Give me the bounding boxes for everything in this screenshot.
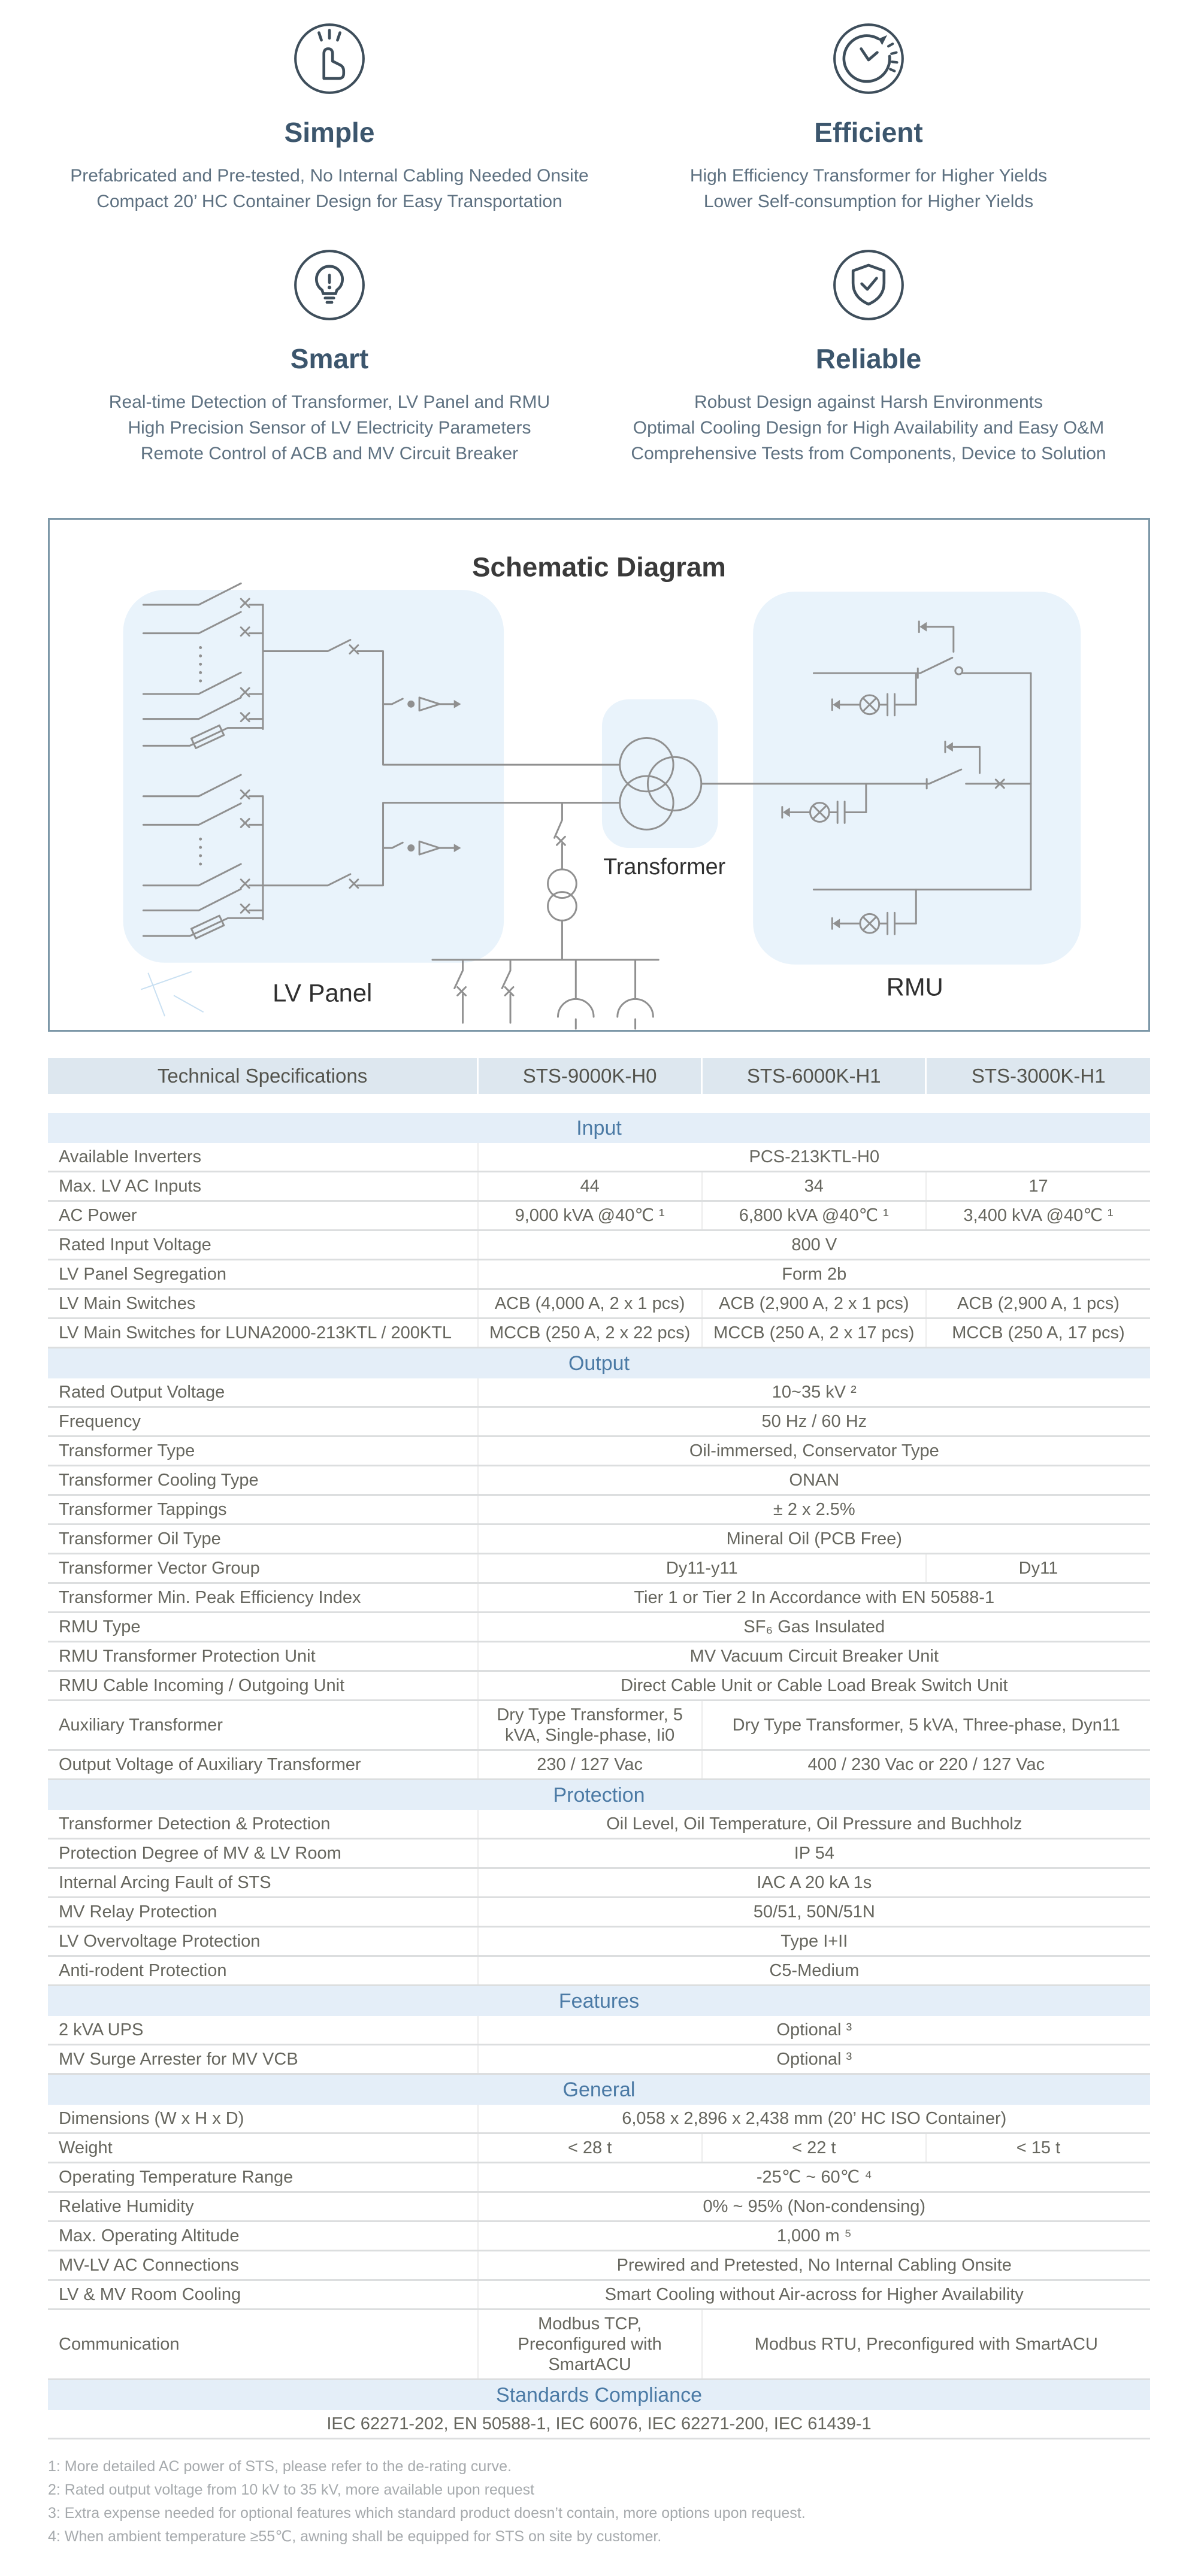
spec-row <box>48 1143 1150 1172</box>
feature-title: Simple <box>284 117 375 148</box>
section-title: Input <box>48 1104 1150 1143</box>
spec-row <box>48 1898 1150 1927</box>
spec-label: Rated Input Voltage <box>48 1231 478 1260</box>
footnote: 2: Rated output voltage from 10 kV to 35 kV, more available upon request <box>48 2481 535 2498</box>
spec-row <box>48 2222 1150 2251</box>
spec-value: C5-Medium <box>478 1956 1150 1986</box>
spec-value: Dy11-y11 <box>478 1554 926 1583</box>
spec-row <box>48 1613 1150 1642</box>
spec-value: Smart Cooling without Air-across for Higher Availability <box>478 2280 1150 2310</box>
spec-row <box>48 2133 1150 2163</box>
spec-value: 34 <box>702 1172 926 1201</box>
col-header-model-sts-3000k: STS-3000K-H1 <box>926 1058 1150 1104</box>
spec-label: Relative Humidity <box>48 2192 478 2222</box>
spec-label: MV Surge Arrester for MV VCB <box>48 2045 478 2074</box>
spec-value: 44 <box>478 1172 702 1201</box>
spec-row <box>48 1701 1150 1750</box>
spec-label: MV Relay Protection <box>48 1898 478 1927</box>
spec-value: Direct Cable Unit or Cable Load Break Switch Unit <box>478 1671 1150 1701</box>
spec-value: ± 2 x 2.5% <box>478 1495 1150 1525</box>
feature-line: Prefabricated and Pre-tested, No Internal Cabling Needed Onsite <box>70 166 589 186</box>
spec-value: IP 54 <box>478 1839 1150 1868</box>
spec-label: AC Power <box>48 1201 478 1231</box>
spec-row <box>48 2045 1150 2074</box>
shield-check-icon <box>831 248 906 322</box>
schematic-title: Schematic Diagram <box>472 551 726 583</box>
spec-row <box>48 2163 1150 2192</box>
tap-icon <box>292 22 367 96</box>
spec-label: RMU Type <box>48 1613 478 1642</box>
spec-value: PCS-213KTL-H0 <box>478 1143 1150 1172</box>
spec-row <box>48 1868 1150 1898</box>
spec-value: Dy11 <box>926 1554 1150 1583</box>
spec-row <box>48 2016 1150 2045</box>
spec-label: Transformer Min. Peak Efficiency Index <box>48 1583 478 1613</box>
spec-row <box>48 1407 1150 1437</box>
spec-value: SF₆ Gas Insulated <box>478 1613 1150 1642</box>
spec-label: Rated Output Voltage <box>48 1378 478 1407</box>
spec-label: Transformer Cooling Type <box>48 1466 478 1495</box>
feature-line: Compact 20’ HC Container Design for Easy Transportation <box>96 192 562 211</box>
spec-row <box>48 1319 1150 1348</box>
spec-value: 400 / 230 Vac or 220 / 127 Vac <box>702 1750 1150 1780</box>
section-title: General <box>48 2074 1150 2105</box>
spec-row <box>48 1839 1150 1868</box>
spec-label: Max. LV AC Inputs <box>48 1172 478 1201</box>
spec-row <box>48 2105 1150 2133</box>
spec-value: ONAN <box>478 1466 1150 1495</box>
spec-value: 230 / 127 Vac <box>478 1750 702 1780</box>
spec-value: < 22 t <box>702 2133 926 2163</box>
footnote: 4: When ambient temperature ≥55℃, awning shall be equipped for STS on site by customer. <box>48 2528 662 2545</box>
spec-value: 9,000 kVA @40℃ ¹ <box>478 1201 702 1231</box>
spec-row <box>48 1554 1150 1583</box>
spec-row <box>48 1289 1150 1319</box>
spec-value: 17 <box>926 1172 1150 1201</box>
spec-value: Dry Type Transformer, 5 kVA, Three-phase, Dyn11 <box>702 1701 1150 1750</box>
spec-row <box>48 1750 1150 1780</box>
transformer-label: Transformer <box>603 853 726 879</box>
spec-label: 2 kVA UPS <box>48 2016 478 2045</box>
spec-value: Optional ³ <box>478 2016 1150 2045</box>
feature-line: High Precision Sensor of LV Electricity Parameters <box>128 418 531 438</box>
spec-value-full: IEC 62271-202, EN 50588-1, IEC 60076, IEC 62271-200, IEC 61439-1 <box>48 2410 1150 2439</box>
smart-bulb-icon <box>292 248 367 322</box>
footnote: 3: Extra expense needed for optional features which standard product doesn’t contain, more options upon request. <box>48 2505 806 2522</box>
spec-label: Output Voltage of Auxiliary Transformer <box>48 1750 478 1780</box>
specs-table <box>48 1058 1150 2439</box>
feature-simple <box>60 0 599 214</box>
feature-smart <box>60 214 599 466</box>
spec-label: Transformer Type <box>48 1437 478 1466</box>
section-row-protection <box>48 1780 1150 1811</box>
feature-title: Smart <box>290 343 369 374</box>
spec-value: 10~35 kV ² <box>478 1378 1150 1407</box>
spec-row <box>48 2410 1150 2439</box>
spec-label: LV Main Switches for LUNA2000-213KTL / 200KTL <box>48 1319 478 1348</box>
spec-row <box>48 1378 1150 1407</box>
lv-panel-label: LV Panel <box>273 978 373 1007</box>
col-header-specifications: Technical Specifications <box>48 1058 478 1104</box>
spec-value: 800 V <box>478 1231 1150 1260</box>
spec-label: Transformer Detection & Protection <box>48 1810 478 1839</box>
spec-value: < 15 t <box>926 2133 1150 2163</box>
spec-label: Transformer Tappings <box>48 1495 478 1525</box>
spec-value: 3,400 kVA @40℃ ¹ <box>926 1201 1150 1231</box>
spec-label: Weight <box>48 2133 478 2163</box>
feature-line: Optimal Cooling Design for High Availability and Easy O&M <box>633 418 1105 438</box>
spec-label: Dimensions (W x H x D) <box>48 2105 478 2133</box>
spec-row <box>48 2192 1150 2222</box>
feature-line: High Efficiency Transformer for Higher Yields <box>689 166 1048 186</box>
spec-row <box>48 1437 1150 1466</box>
spec-row <box>48 1671 1150 1701</box>
schematic-diagram <box>50 520 1148 1030</box>
spec-label: Max. Operating Altitude <box>48 2222 478 2251</box>
spec-label: Transformer Vector Group <box>48 1554 478 1583</box>
spec-label: Operating Temperature Range <box>48 2163 478 2192</box>
section-title: Standards Compliance <box>48 2380 1150 2411</box>
spec-value: < 28 t <box>478 2133 702 2163</box>
feature-reliable <box>599 214 1138 466</box>
efficiency-icon <box>831 22 906 96</box>
feature-line: Comprehensive Tests from Components, Device to Solution <box>631 444 1106 463</box>
spec-row <box>48 1927 1150 1956</box>
section-row-output <box>48 1348 1150 1379</box>
spec-label: Communication <box>48 2310 478 2380</box>
spec-label: MV-LV AC Connections <box>48 2251 478 2280</box>
spec-label: Protection Degree of MV & LV Room <box>48 1839 478 1868</box>
spec-value: ACB (2,900 A, 2 x 1 pcs) <box>702 1289 926 1319</box>
section-title: Output <box>48 1348 1150 1379</box>
spec-value: Oil Level, Oil Temperature, Oil Pressure and Buchholz <box>478 1810 1150 1839</box>
spec-value: Prewired and Pretested, No Internal Cabling Onsite <box>478 2251 1150 2280</box>
features-grid <box>60 0 1138 466</box>
spec-row <box>48 2310 1150 2380</box>
spec-row <box>48 1810 1150 1839</box>
spec-value: -25℃ ~ 60℃ ⁴ <box>478 2163 1150 2192</box>
spec-value: Oil-immersed, Conservator Type <box>478 1437 1150 1466</box>
spec-value: IAC A 20 kA 1s <box>478 1868 1150 1898</box>
footnote: 1: More detailed AC power of STS, please refer to the de-rating curve. <box>48 2458 512 2475</box>
schematic-panel <box>48 518 1150 1032</box>
feature-title: Efficient <box>814 117 923 148</box>
section-row-input <box>48 1104 1150 1143</box>
spec-label: Frequency <box>48 1407 478 1437</box>
feature-line: Lower Self-consumption for Higher Yields <box>703 192 1034 211</box>
spec-value: Modbus TCP, Preconfigured with SmartACU <box>478 2310 702 2380</box>
spec-row <box>48 1495 1150 1525</box>
spec-row <box>48 1642 1150 1671</box>
spec-value: 50 Hz / 60 Hz <box>478 1407 1150 1437</box>
spec-value: MCCB (250 A, 17 pcs) <box>926 1319 1150 1348</box>
spec-row <box>48 2280 1150 2310</box>
spec-label: LV & MV Room Cooling <box>48 2280 478 2310</box>
spec-value: 6,800 kVA @40℃ ¹ <box>702 1201 926 1231</box>
rmu-label: RMU <box>886 972 943 1001</box>
spec-value: 50/51, 50N/51N <box>478 1898 1150 1927</box>
spec-row <box>48 1260 1150 1289</box>
specs-header-row <box>48 1058 1150 1104</box>
col-header-model-sts-9000k: STS-9000K-H0 <box>478 1058 702 1104</box>
feature-efficient <box>599 0 1138 214</box>
feature-title: Reliable <box>815 343 922 374</box>
spec-label: RMU Transformer Protection Unit <box>48 1642 478 1671</box>
spec-value: 0% ~ 95% (Non-condensing) <box>478 2192 1150 2222</box>
spec-value: Mineral Oil (PCB Free) <box>478 1525 1150 1554</box>
spec-value: MCCB (250 A, 2 x 17 pcs) <box>702 1319 926 1348</box>
spec-value: ACB (4,000 A, 2 x 1 pcs) <box>478 1289 702 1319</box>
section-row-general <box>48 2074 1150 2105</box>
spec-row <box>48 1466 1150 1495</box>
feature-line: Remote Control of ACB and MV Circuit Breaker <box>140 444 519 463</box>
spec-row <box>48 1231 1150 1260</box>
spec-label: LV Panel Segregation <box>48 1260 478 1289</box>
spec-label: Anti-rodent Protection <box>48 1956 478 1986</box>
feature-line: Real-time Detection of Transformer, LV Panel and RMU <box>108 392 550 412</box>
section-title: Features <box>48 1986 1150 2017</box>
spec-row <box>48 1525 1150 1554</box>
col-header-model-sts-6000k: STS-6000K-H1 <box>702 1058 926 1104</box>
spec-value: ACB (2,900 A, 1 pcs) <box>926 1289 1150 1319</box>
spec-label: Internal Arcing Fault of STS <box>48 1868 478 1898</box>
spec-value: Form 2b <box>478 1260 1150 1289</box>
spec-value: Dry Type Transformer, 5 kVA, Single-phase, Ii0 <box>478 1701 702 1750</box>
section-row-features <box>48 1986 1150 2017</box>
section-row-standards-compliance <box>48 2380 1150 2411</box>
spec-label: Transformer Oil Type <box>48 1525 478 1554</box>
spec-label: Available Inverters <box>48 1143 478 1172</box>
spec-value: MV Vacuum Circuit Breaker Unit <box>478 1642 1150 1671</box>
spec-label: LV Main Switches <box>48 1289 478 1319</box>
spec-label: LV Overvoltage Protection <box>48 1927 478 1956</box>
spec-row <box>48 1201 1150 1231</box>
spec-value: Optional ³ <box>478 2045 1150 2074</box>
spec-label: RMU Cable Incoming / Outgoing Unit <box>48 1671 478 1701</box>
section-title: Protection <box>48 1780 1150 1811</box>
spec-value: Tier 1 or Tier 2 In Accordance with EN 50588-1 <box>478 1583 1150 1613</box>
spec-value: Modbus RTU, Preconfigured with SmartACU <box>702 2310 1150 2380</box>
spec-label: Auxiliary Transformer <box>48 1701 478 1750</box>
feature-line: Robust Design against Harsh Environments <box>694 392 1043 412</box>
spec-row <box>48 1956 1150 1986</box>
spec-value: 1,000 m ⁵ <box>478 2222 1150 2251</box>
footnotes <box>48 2455 1150 2576</box>
spec-value: MCCB (250 A, 2 x 22 pcs) <box>478 1319 702 1348</box>
spec-row <box>48 1583 1150 1613</box>
spec-row <box>48 2251 1150 2280</box>
spec-row <box>48 1172 1150 1201</box>
spec-value: Type I+II <box>478 1927 1150 1956</box>
spec-value: 6,058 x 2,896 x 2,438 mm (20’ HC ISO Container) <box>478 2105 1150 2133</box>
